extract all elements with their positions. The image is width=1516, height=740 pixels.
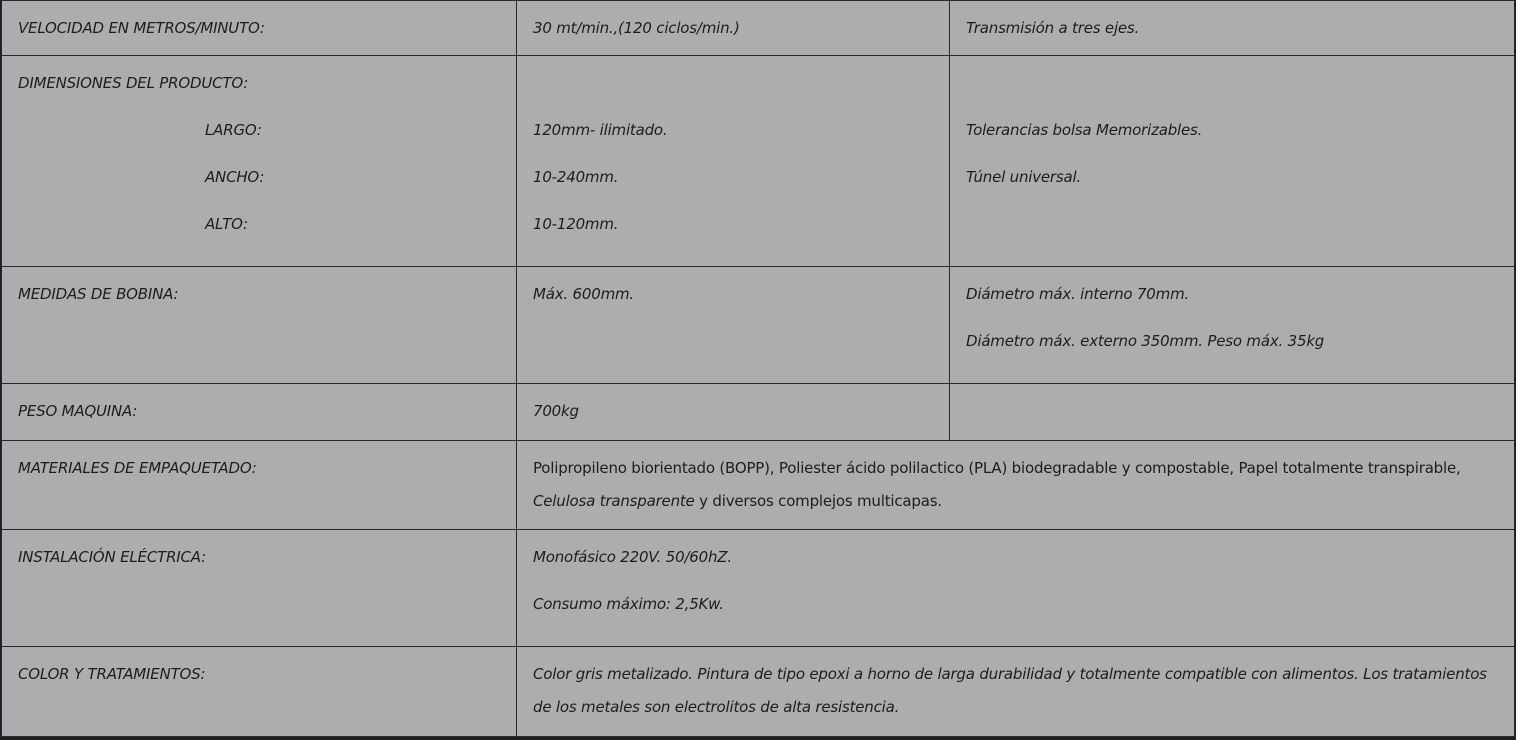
label-cell	[2, 384, 517, 441]
value-cell	[517, 441, 1515, 530]
row-bobina	[2, 267, 1515, 384]
note-cell	[950, 384, 1515, 441]
materials-text-c: y diversos complejos multicapas.	[694, 492, 942, 510]
value-ancho: 10-240mm.	[533, 168, 619, 186]
row-label: VELOCIDAD EN METROS/MINUTO:	[18, 19, 265, 37]
value-cell	[517, 267, 950, 384]
note-cell	[950, 1, 1515, 56]
row-note-2: Diámetro máx. externo 350mm. Peso máx. 35kg	[966, 332, 1325, 350]
spacer	[533, 56, 933, 103]
row-peso	[2, 384, 1515, 441]
sub-label-ancho: ANCHO:	[205, 168, 265, 186]
value-largo: 120mm- ilimitado.	[533, 121, 668, 139]
row-label: MATERIALES DE EMPAQUETADO:	[18, 459, 257, 477]
materials-text-a: Polipropileno biorientado (BOPP), Poliester ácido polilactico (PLA) biodegradable y compostable, Papel totalmente transpirable,	[533, 459, 1461, 477]
label-cell	[2, 56, 517, 267]
row-label: MEDIDAS DE BOBINA:	[18, 285, 179, 303]
row-label: PESO MAQUINA:	[18, 402, 138, 420]
note-cell	[950, 267, 1515, 384]
row-value: Color gris metalizado. Pintura de tipo epoxi a horno de larga durabilidad y totalmente compatible con alimentos. Los tratamientos de los metales son electrolitos de alta resistencia.	[533, 665, 1487, 716]
label-cell	[2, 530, 517, 647]
label-cell	[2, 441, 517, 530]
value-cell	[517, 1, 950, 56]
row-electrica	[2, 530, 1515, 647]
row-value-2: Consumo máximo: 2,5Kw.	[533, 595, 724, 613]
materials-text-b: Celulosa transparente	[533, 492, 695, 510]
row-value: 30 mt/min.,(120 ciclos/min.)	[533, 19, 740, 37]
row-label: COLOR Y TRATAMIENTOS:	[18, 665, 206, 683]
row-value: 700kg	[533, 402, 579, 420]
spacer	[966, 56, 1498, 103]
value-cell	[517, 56, 950, 267]
value-cell	[517, 384, 950, 441]
row-value: Máx. 600mm.	[533, 285, 634, 303]
row-note-1: Diámetro máx. interno 70mm.	[966, 285, 1190, 303]
row-label: DIMENSIONES DEL PRODUCTO:	[18, 74, 249, 92]
row-note: Transmisión a tres ejes.	[966, 19, 1140, 37]
value-cell	[517, 647, 1515, 737]
row-value-1: Monofásico 220V. 50/60hZ.	[533, 548, 732, 566]
label-cell	[2, 1, 517, 56]
value-cell	[517, 530, 1515, 647]
note-ancho: Túnel universal.	[966, 168, 1082, 186]
row-materiales	[2, 441, 1515, 530]
note-largo: Tolerancias bolsa Memorizables.	[966, 121, 1203, 139]
row-value	[533, 441, 1498, 524]
sub-label-alto: ALTO:	[205, 215, 248, 233]
row-label: INSTALACIÓN ELÉCTRICA:	[18, 548, 206, 566]
sub-label-largo: LARGO:	[205, 121, 262, 139]
spec-table	[1, 0, 1515, 737]
row-dimensiones	[2, 56, 1515, 267]
value-alto: 10-120mm.	[533, 215, 619, 233]
row-velocidad	[2, 1, 1515, 56]
label-cell	[2, 647, 517, 737]
row-color	[2, 647, 1515, 737]
note-cell	[950, 56, 1515, 267]
label-cell	[2, 267, 517, 384]
